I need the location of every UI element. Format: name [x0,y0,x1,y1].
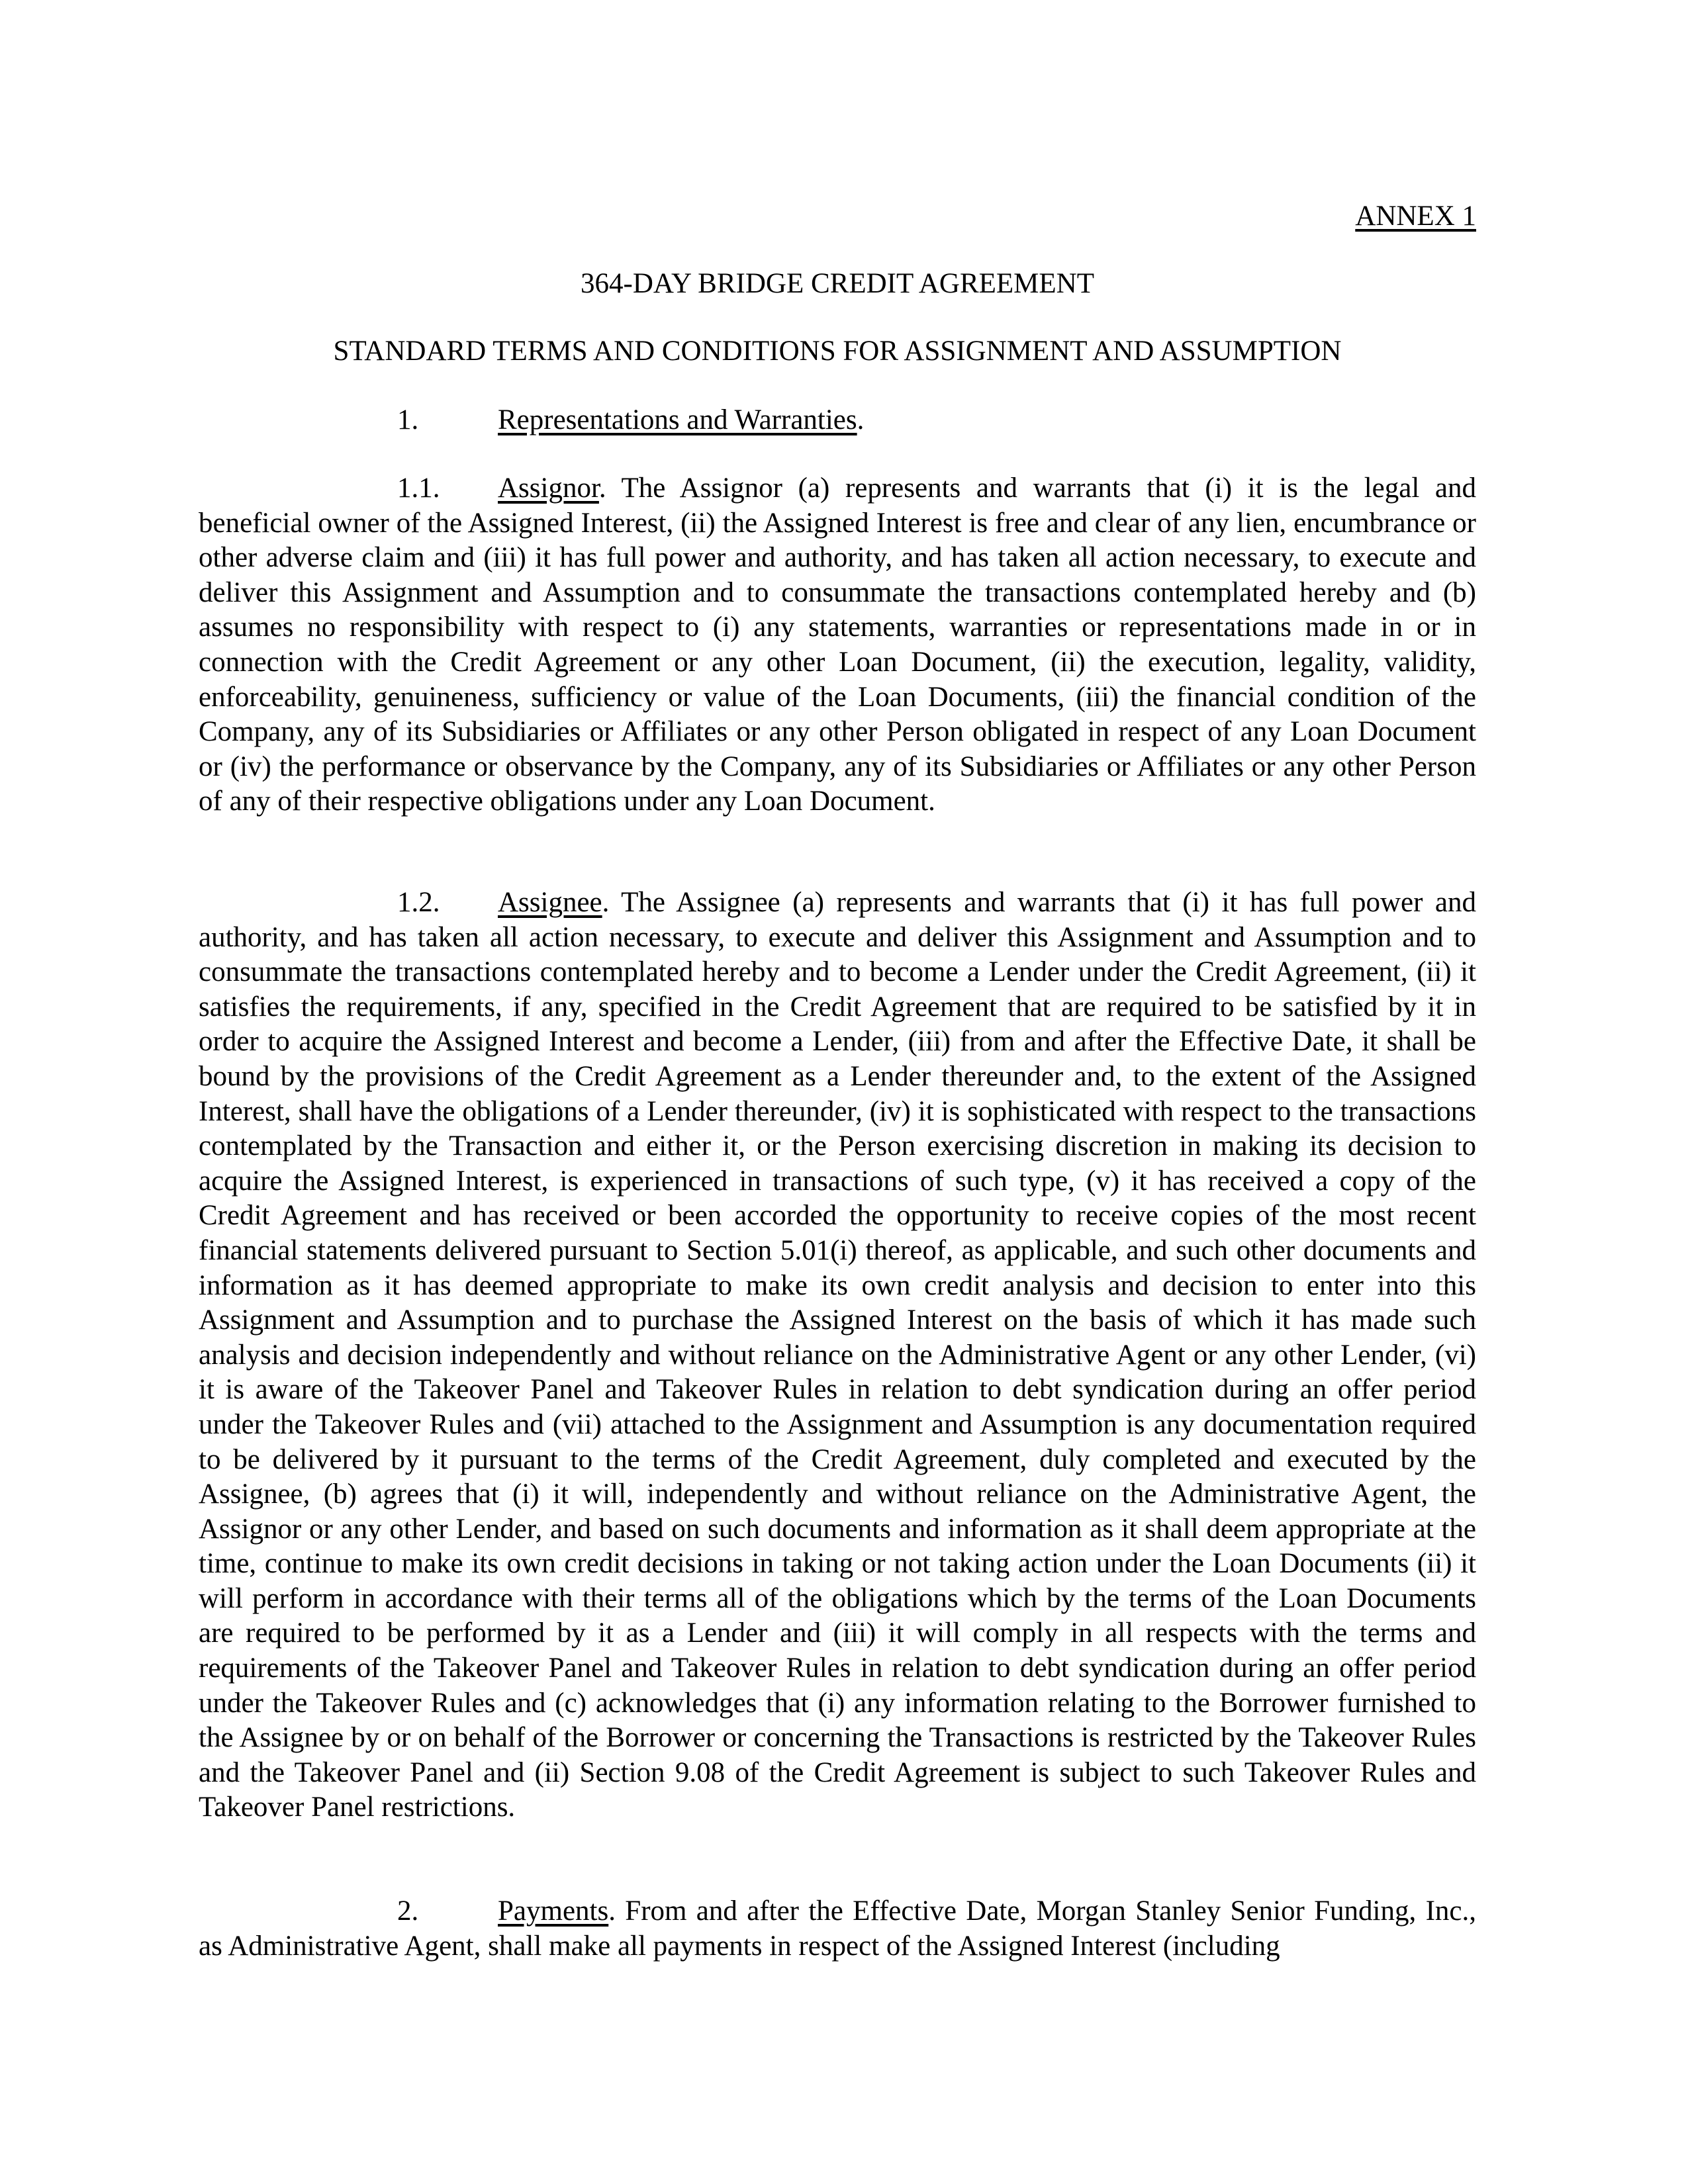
section-1-number: 1. [397,404,419,435]
section-1-title: Representations and Warranties [498,404,857,435]
annex-label: ANNEX 1 [1355,201,1476,232]
assignee-heading: Assignee [498,887,602,918]
assignor-paragraph [199,471,1476,819]
payments-text: . From and after the Effective Date, Morgan Stanley Senior Funding, Inc., as Administrative Agent, shall make all payments in respect of the Assigned Interest (including [199,1895,1476,1962]
assignor-number: 1.1. [397,473,440,504]
document-title: 364-DAY BRIDGE CREDIT AGREEMENT [581,268,1094,299]
assignee-text: . The Assignee (a) represents and warrants that (i) it has full power and authority, and has taken all action necessary, to execute and deliver this Assignment and Assumption and to consummate the transactions contemplated hereby and to become a Lender under the Credit Agreement, (ii) it satisfies the requirements, if any, specified in the Credit Agreement that are required to be satisfied by it in order to acquire the Assigned Interest and become a Lender, (iii) from and after the Effective Date, it shall be bound by the provisions of the Credit Agreement as a Lender thereunder and, to the extent of the Assigned Interest, shall have the obligations of a Lender thereunder, (iv) it is sophisticated with respect to the transactions contemplated by the Transaction and either it, or the Person exercising discretion in making its decision to acquire the Assigned Interest, is experienced in transactions of such type, (v) it has received a copy of the Credit Agreement and has received or been accorded the opportunity to receive copies of the most recent financial statements delivered pursuant to Section 5.01(i) thereof, as applicable, and such other documents and information as it has deemed appropriate to make its own credit analysis and decision to enter into this Assignment and Assumption and to purchase the Assigned Interest on the basis of which it has made such analysis and decision independently and without reliance on the Administrative Agent or any other Lender, (vi) it is aware of the Takeover Panel and Takeover Rules in relation to debt syndication during an offer period under the Takeover Rules and (vii) attached to the Assignment and Assumption is any documentation required to be delivered by it pursuant to the terms of the Credit Agreement, duly completed and executed by the Assignee, (b) agrees that (i) it will, independently and without reliance on the Administrative Agent, the Assignor or any other Lender, and based on such documents and information as it shall deem appropriate at the time, continue to make its own credit decisions in taking or not taking action under the Loan Documents (ii) it will perform in accordance with their terms all of the obligations which by the terms of the Loan Documents are required to be performed by it as a Lender and (iii) it will comply in all respects with the terms and requirements of the Takeover Panel and Takeover Rules in relation to debt syndication during an offer period under the Takeover Rules and (c) acknowledges that (i) any information relating to the Borrower furnished to the Assignee by or on behalf of the Borrower or concerning the Transactions is restricted by the Takeover Rules and the Takeover Panel and (ii) Section 9.08 of the Credit Agreement is subject to such Takeover Rules and Takeover Panel restrictions. [199,887,1476,1823]
section-1-title-period: . [857,404,865,435]
assignee-paragraph [199,886,1476,1825]
assignor-text: . The Assignor (a) represents and warrants that (i) it is the legal and beneficial owner of the Assigned Interest, (ii) the Assigned Interest is free and clear of any lien, encumbrance or other adverse claim and (iii) it has full power and authority, and has taken all action necessary, to execute and deliver this Assignment and Assumption and to consummate the transactions contemplated hereby and (b) assumes no responsibility with respect to (i) any statements, warranties or representations made in or in connection with the Credit Agreement or any other Loan Document, (ii) the execution, legality, validity, enforceability, genuineness, sufficiency or value of the Loan Documents, (iii) the financial condition of the Company, any of its Subsidiaries or Affiliates or any other Person obligated in respect of any Loan Document or (iv) the performance or observance by the Company, any of its Subsidiaries or Affiliates or any other Person of any of their respective obligations under any Loan Document. [199,473,1476,817]
assignee-number: 1.2. [397,887,440,918]
payments-heading: Payments [498,1895,609,1927]
section-1-heading [397,402,864,438]
document-subtitle: STANDARD TERMS AND CONDITIONS FOR ASSIGNMENT AND ASSUMPTION [333,336,1342,367]
payments-paragraph [199,1894,1476,1964]
payments-number: 2. [397,1895,419,1927]
assignor-heading: Assignor [498,473,599,504]
document-page [199,0,1476,2184]
